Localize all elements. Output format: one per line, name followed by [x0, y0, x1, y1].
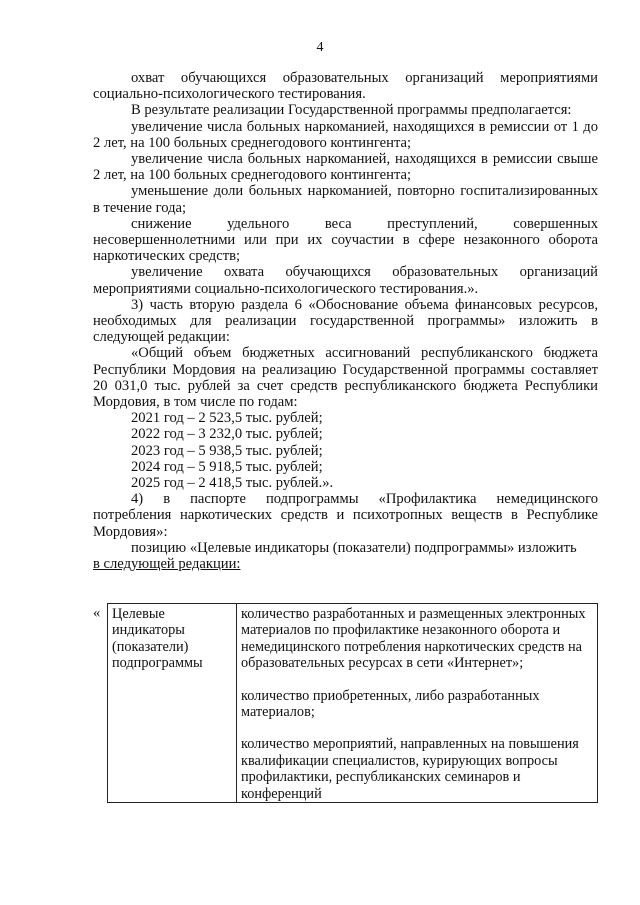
year-amount-line: 2022 год – 3 232,0 тыс. рублей; [131, 426, 323, 443]
paragraph: В результате реализации Государственной программы предполагается: [131, 102, 572, 119]
paragraph: позицию «Целевые индикаторы (показатели) подпрограммы» изложить [131, 539, 577, 556]
paragraph: уменьшение доли больных наркоманией, повторно госпитализированных в течение года; [93, 183, 598, 216]
paragraph: охват обучающихся образовательных организаций мероприятиями социально-психологического тестирования. [93, 70, 598, 103]
table-row [108, 604, 598, 803]
table-label-cell: Целевые индикаторы (показатели) подпрограммы [108, 604, 237, 803]
indicator-item: количество разработанных и размещенных электронных материалов по профилактике незаконного оборота и немедицинского потребления наркотических средств на образовательных ресурсах в сети «Интернет»; [241, 606, 586, 672]
paragraph: «Общий объем бюджетных ассигнований республиканского бюджета Республики Мордовия на реализацию Государственной программы составляет 20 031,0 тыс. рублей за счет средств республиканского бюджета Республики Мордовия, в том числе по годам: [93, 345, 598, 411]
page-number: 4 [316, 40, 324, 55]
paragraph: снижение удельного веса преступлений, совершенных несовершеннолетними или при их соучастии в сфере незаконного оборота наркотических средств; [93, 215, 598, 265]
paragraph: увеличение числа больных наркоманией, находящихся в ремиссии свыше 2 лет, на 100 больных среднегодового контингента; [93, 151, 598, 184]
passport-table [107, 603, 598, 803]
indicator-item: количество приобретенных, либо разработанных материалов; [241, 687, 540, 721]
paragraph: увеличение числа больных наркоманией, находящихся в ремиссии от 1 до 2 лет, на 100 больных среднегодового контингента; [93, 118, 598, 151]
open-quote: « [93, 605, 101, 621]
year-amount-line: 2021 год – 2 523,5 тыс. рублей; [131, 410, 323, 427]
year-amount-line: 2023 год – 5 938,5 тыс. рублей; [131, 442, 323, 459]
year-amount-line: 2025 год – 2 418,5 тыс. рублей.». [131, 475, 334, 492]
paragraph: 4) в паспорте подпрограммы «Профилактика немедицинского потребления наркотических средств и психотропных веществ в Республике Мордовия»: [93, 491, 598, 540]
paragraph: 3) часть вторую раздела 6 «Обоснование объема финансовых ресурсов, необходимых для реализации государственной программы» изложить в следующей редакции: [93, 296, 598, 346]
indicator-item: количество мероприятий, направленных на повышения квалификации специалистов, курирующих вопросы профилактики, республиканских семинаров и конференций [241, 736, 579, 802]
underlined-line [93, 556, 598, 572]
year-amount-line: 2024 год – 5 918,5 тыс. рублей; [131, 458, 323, 475]
table-value-cell [237, 604, 598, 803]
underlined-text: в следующей редакции: [93, 556, 241, 573]
document-body [93, 70, 598, 572]
paragraph: увеличение охвата обучающихся образовательных организаций мероприятиями социально-психологического тестирования.». [93, 264, 598, 297]
